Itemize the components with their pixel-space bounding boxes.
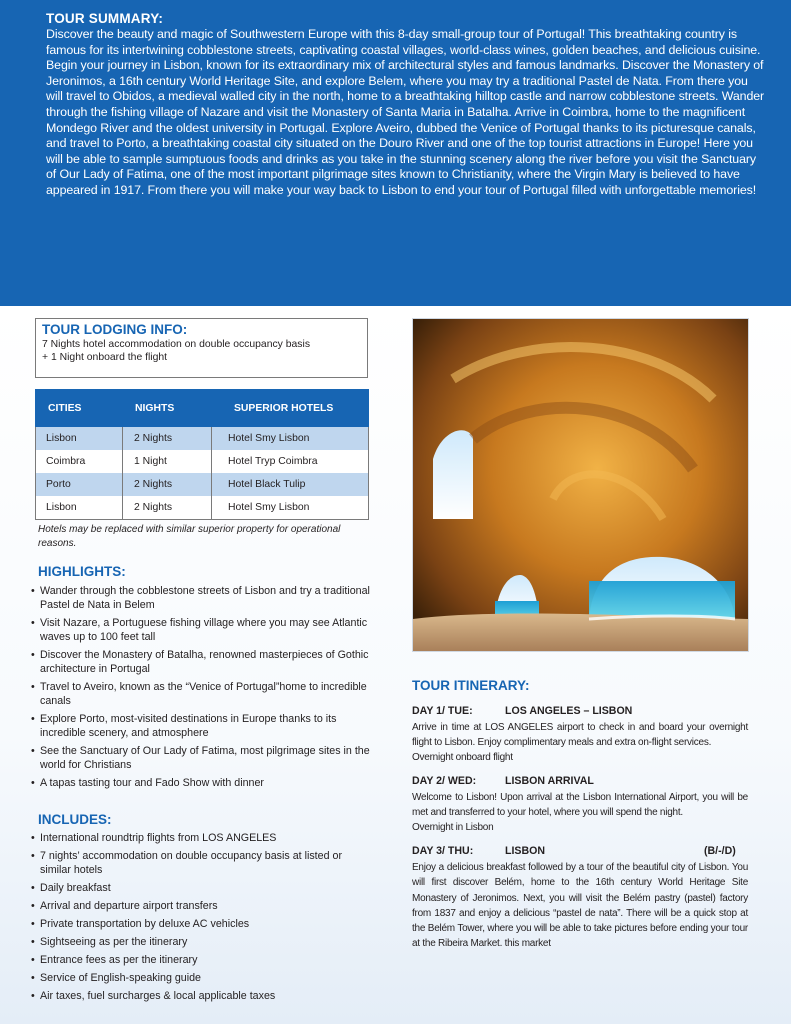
- lodging-info-box: [35, 318, 368, 378]
- sea-cave-illustration: [413, 319, 748, 651]
- list-item: • 7 nights’ accommodation on double occupancy basis at listed or similar hotels: [30, 849, 370, 877]
- list-item: • International roundtrip flights from LOS ANGELES: [30, 831, 370, 845]
- lodging-line-2: + 1 Night onboard the flight: [42, 352, 168, 363]
- day-place: LISBON ARRIVAL: [505, 774, 594, 787]
- day-header: [412, 845, 748, 859]
- day-label: DAY 3/ THU:: [412, 845, 474, 858]
- table-cell-nights: 2 Nights: [123, 473, 212, 496]
- lodging-line-1: 7 Nights hotel accommodation on double occupancy basis: [42, 339, 311, 350]
- lodging-info-text: [42, 338, 361, 364]
- highlights-title: HIGHLIGHTS:: [38, 564, 126, 579]
- table-cell-nights: 1 Night: [123, 450, 212, 473]
- hotel-note: Hotels may be replaced with similar superior property for operational reasons.: [38, 524, 341, 549]
- table-row: [36, 473, 369, 496]
- day-description: Arrive in time at LOS ANGELES airport to check in and board your overnight flight to Lisbon. Enjoy complimentary meals and extra on-flight services.: [412, 722, 748, 749]
- day-label: DAY 1/ TUE:: [412, 705, 473, 717]
- list-item: • Sightseeing as per the itinerary: [30, 935, 370, 949]
- list-item: • Arrival and departure airport transfers: [30, 899, 370, 913]
- highlights-list: [30, 584, 370, 794]
- table-cell-hotel: Hotel Tryp Coimbra: [212, 450, 369, 473]
- tour-summary-section: [0, 0, 791, 306]
- day-overnight: Overnight in Lisbon: [412, 822, 494, 834]
- table-cell-city: Porto: [36, 473, 123, 496]
- itinerary-title: TOUR ITINERARY:: [412, 678, 530, 693]
- table-cell-nights: 2 Nights: [123, 427, 212, 451]
- includes-title: INCLUDES:: [38, 812, 112, 827]
- day-label: DAY 2/ WED:: [412, 774, 477, 787]
- day-overnight: Overnight onboard flight: [412, 752, 513, 764]
- column-header-nights: NIGHTS: [123, 390, 212, 427]
- table-cell-city: Coimbra: [36, 450, 123, 473]
- list-item: • See the Sanctuary of Our Lady of Fatima, most pilgrimage sites in the world for Christians: [30, 744, 370, 772]
- day-place: LISBON: [505, 845, 546, 858]
- column-header-hotels: SUPERIOR HOTELS: [212, 390, 369, 427]
- day-description: Enjoy a delicious breakfast followed by a tour of the beautiful city of Lisbon. You will first discover Belém, home to the 16th century World Heritage Site Monastery of Jeronimos. Next, you will visit the Belém pastry (pastel) factory from 1837 and enjoy a delicious “pastel de nata”. There will be a quick stop at the Belém Tower, where you will be able to take pictures before ending your tour at the Ribeira Market. this market: [412, 862, 748, 950]
- list-item: • Service of English-speaking guide: [30, 971, 370, 985]
- day-header: [412, 705, 748, 719]
- hotel-table: [35, 389, 369, 520]
- hotel-table-header: [36, 390, 369, 427]
- day-header: [412, 775, 748, 789]
- list-item: • Daily breakfast: [30, 881, 370, 895]
- list-item: • Air taxes, fuel surcharges & local applicable taxes: [30, 989, 370, 1003]
- itinerary-day: [412, 705, 748, 766]
- table-cell-nights: 2 Nights: [123, 496, 212, 520]
- tour-summary-title: TOUR SUMMARY:: [46, 11, 164, 26]
- list-item: • Private transportation by deluxe AC vehicles: [30, 917, 370, 931]
- list-item: • Entrance fees as per the itinerary: [30, 953, 370, 967]
- table-cell-hotel: Hotel Smy Lisbon: [212, 427, 369, 451]
- list-item: • Visit Nazare, a Portuguese fishing village where you may see Atlantic waves up to 100 feet tall: [30, 616, 370, 644]
- list-item: • Discover the Monastery of Batalha, renowned masterpieces of Gothic architecture in Portugal: [30, 648, 370, 676]
- table-cell-city: Lisbon: [36, 427, 123, 451]
- lodging-info-title: TOUR LODGING INFO:: [42, 322, 188, 337]
- table-row: [36, 496, 369, 520]
- column-header-cities: CITIES: [36, 390, 123, 427]
- table-cell-hotel: Hotel Smy Lisbon: [212, 496, 369, 520]
- itinerary-day: [412, 775, 748, 836]
- sea-cave-photo: [412, 318, 749, 652]
- itinerary-day: [412, 845, 748, 951]
- list-item: • Explore Porto, most-visited destinations in Europe thanks to its incredible scenery, and atmosphere: [30, 712, 370, 740]
- includes-list: [30, 831, 370, 1007]
- table-cell-hotel: Hotel Black Tulip: [212, 473, 369, 496]
- list-item: • Wander through the cobblestone streets of Lisbon and try a traditional Pastel de Nata in Belem: [30, 584, 370, 612]
- list-item: • Travel to Aveiro, known as the “Venice of Portugal”home to incredible canals: [30, 680, 370, 708]
- day-meals: (B/-/D): [704, 845, 736, 858]
- table-row: [36, 450, 369, 473]
- table-row: [36, 427, 369, 451]
- list-item: • A tapas tasting tour and Fado Show with dinner: [30, 776, 370, 790]
- day-description: Welcome to Lisbon! Upon arrival at the Lisbon International Airport, you will be met and transferred to your hotel, where you will spend the night.: [412, 791, 748, 818]
- day-place: LOS ANGELES – LISBON: [505, 705, 633, 717]
- itinerary-list: [412, 705, 748, 951]
- table-cell-city: Lisbon: [36, 496, 123, 520]
- tour-summary-text: Discover the beauty and magic of Southwestern Europe with this 8-day small-group tour of Portugal! This breathtaking country is famous for its intertwining cobblestone streets, captivating coastal villages, world-class wines, golden beaches, and delicious cuisine. Begin your journey in Lisbon, known for its extraordinary mix of architectural styles and famous landmarks. Discover the Monastery of Jeronimos, a 16th century World Heritage Site, and explore Belem, where you may try a traditional Pastel de Nata. From there you will travel to Obidos, a medieval walled city in the north, home to a breathtaking hilltop castle and narrow cobblestone streets. Wander through the fishing village of Nazare and visit the Monastery of Santa Maria in Batalha. Arrive in Coimbra, home to the magnificent Mondego River and the oldest university in Portugal. Explore Aveiro, dubbed the Venice of Portugal thanks to its picturesque canals, and travel to Porto, a breathtaking coastal city situated on the Douro River and one of the top tourist attractions in Europe! Here you will be able to sample sumptuous foods and drinks as you take in the stunning scenery along the river before you visit the Sanctuary of Our Lady of Fatima, one of the most important pilgrimage sites known to Christianity, where the Virgin Mary is believed to have appeared in 1917. From there you will make your way back to Lisbon to end your tour of Portugal filled with unforgettable memories!: [46, 27, 765, 197]
